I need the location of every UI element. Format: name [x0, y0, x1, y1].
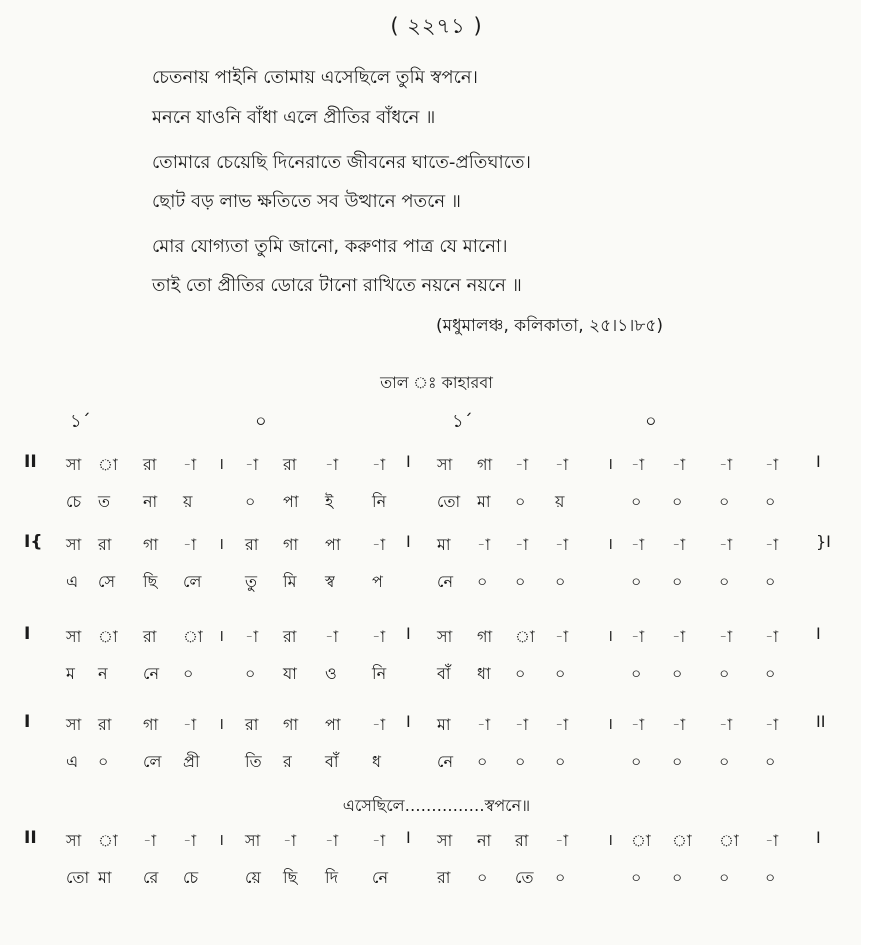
swara-note: া: [183, 627, 203, 646]
swara-note: গা: [477, 455, 493, 474]
lyric-syllable: রে: [143, 868, 159, 887]
verse-line-5: মোর যোগ্যতা তুমি জানো, করুণার পাত্র যে মানো।: [152, 236, 508, 257]
lyric-syllable: প: [372, 572, 383, 591]
lyric-syllable: তে: [515, 868, 534, 887]
swara-note: গা: [143, 535, 159, 554]
swara-row: [0, 452, 873, 482]
swara-note: সা: [66, 627, 82, 646]
lyric-syllable: য়ে: [245, 868, 261, 887]
lyric-syllable: ০: [765, 664, 776, 683]
swara-note: া: [719, 831, 739, 850]
interlude-line: এসেছিলে……………স্বপনে॥: [342, 796, 531, 815]
swara-note: -া: [372, 627, 386, 646]
swara-note: -া: [245, 455, 259, 474]
lyric-syllable: ০: [555, 664, 566, 683]
swara-note: পা: [325, 535, 341, 554]
swara-note: I: [406, 712, 411, 731]
swara-note: -া: [631, 455, 645, 474]
swara-row: [0, 532, 873, 562]
swara-note: া: [98, 831, 118, 850]
lyric-syllable: প্রী: [183, 752, 200, 771]
lyric-syllable: ০: [477, 752, 488, 771]
tala-label: তাল ঃ কাহারবা: [380, 373, 493, 392]
lyric-syllable: ০: [631, 664, 642, 683]
lyric-syllable: ০: [515, 664, 526, 683]
swara-note: I: [406, 452, 411, 471]
swara-note: া: [631, 831, 651, 850]
swara-note: -া: [765, 627, 779, 646]
swara-note: গা: [477, 627, 493, 646]
lyric-syllable: ০: [515, 492, 526, 511]
lyric-syllable: ০: [477, 572, 488, 591]
swara-note: রা: [515, 831, 529, 850]
lyric-syllable: ০: [245, 492, 256, 511]
lyric-syllable: ০: [98, 752, 109, 771]
swara-note: সা: [66, 455, 82, 474]
swara-row: [0, 624, 873, 654]
swara-note: ।: [607, 626, 614, 645]
lyric-syllable: নে: [143, 664, 160, 683]
lyric-syllable: তো: [66, 868, 90, 887]
swara-note: -া: [631, 715, 645, 734]
beat-mark-1: ১´: [70, 411, 91, 432]
lyric-syllable: ০: [631, 868, 642, 887]
swara-note: -া: [183, 831, 197, 850]
swara-note: -া: [143, 831, 157, 850]
swara-note: সা: [437, 831, 453, 850]
source-citation: (মধুমালঞ্চ, কলিকাতা, ২৫।১।৮৫): [436, 316, 664, 336]
lyric-syllable: ০: [631, 492, 642, 511]
lyric-syllable: ০: [672, 492, 683, 511]
lyric-syllable: লে: [143, 752, 162, 771]
lyric-syllable: তি: [245, 752, 262, 771]
swara-note: -া: [672, 455, 686, 474]
swara-note: রা: [283, 455, 297, 474]
lyric-syllable: ধ: [372, 752, 381, 771]
lyric-syllable: ই: [325, 492, 334, 511]
row-start-bar: I{: [24, 532, 43, 552]
swara-note: -া: [183, 535, 197, 554]
lyric-syllable: চে: [183, 868, 199, 887]
swara-note: গা: [283, 715, 299, 734]
lyric-syllable: ০: [631, 572, 642, 591]
swara-note: -া: [183, 715, 197, 734]
swara-note: -া: [719, 535, 733, 554]
lyric-syllable: তু: [245, 572, 258, 591]
swara-note: -া: [555, 715, 569, 734]
swara-note: -া: [372, 535, 386, 554]
swara-note: -া: [283, 831, 297, 850]
swara-note: -া: [372, 831, 386, 850]
swara-note: -া: [245, 627, 259, 646]
lyric-syllable: বাঁ: [325, 752, 339, 771]
swara-note: ।: [607, 714, 614, 733]
swara-note: রা: [98, 535, 112, 554]
verse-line-1: চেতনায় পাইনি তোমায় এসেছিলে তুমি স্বপনে।: [152, 67, 478, 88]
lyric-syllable: ০: [555, 868, 566, 887]
lyric-syllable: ০: [672, 752, 683, 771]
swara-note: -া: [555, 627, 569, 646]
swara-note: I: [406, 532, 411, 551]
swara-note: I: [816, 452, 821, 471]
lyric-syllable: মি: [283, 572, 297, 591]
swara-note: I: [816, 624, 821, 643]
beat-mark-4: ০: [645, 411, 657, 432]
page-number: ( ২২৭১ ): [390, 14, 483, 38]
swara-note: -া: [477, 535, 491, 554]
swara-note: না: [477, 831, 492, 850]
swara-note: রা: [245, 535, 259, 554]
row-start-bar: I: [24, 712, 31, 732]
swara-note: সা: [437, 627, 453, 646]
lyric-syllable: না: [143, 492, 158, 511]
swara-note: রা: [283, 627, 297, 646]
lyric-syllable: নে: [437, 572, 454, 591]
swara-note: II: [816, 712, 826, 731]
swara-note: -া: [555, 535, 569, 554]
lyric-syllable: স্ব: [325, 572, 335, 591]
swara-note: সা: [245, 831, 261, 850]
swara-note: ।: [218, 714, 225, 733]
swara-note: সা: [66, 715, 82, 734]
swara-note: মা: [437, 715, 451, 734]
lyric-syllable: র: [283, 752, 292, 771]
swara-note: -া: [372, 715, 386, 734]
lyric-syllable: ০: [719, 572, 730, 591]
lyric-syllable: তো: [437, 492, 461, 511]
lyric-row: [0, 661, 873, 691]
swara-note: -া: [325, 455, 339, 474]
lyric-syllable: ০: [672, 572, 683, 591]
lyric-syllable: ০: [719, 752, 730, 771]
swara-note: ।: [607, 830, 614, 849]
lyric-syllable: য়: [555, 492, 565, 511]
swara-note: ।: [218, 830, 225, 849]
swara-note: }I: [816, 532, 831, 551]
lyric-row: [0, 749, 873, 779]
verse-line-3: তোমারে চেয়েছি দিনেরাতে জীবনের ঘাতে-প্রতিঘাতে।: [152, 152, 531, 173]
swara-note: গা: [143, 715, 159, 734]
swara-note: পা: [325, 715, 341, 734]
swara-note: I: [406, 828, 411, 847]
lyric-syllable: দি: [325, 868, 338, 887]
swara-note: I: [406, 624, 411, 643]
swara-note: -া: [515, 715, 529, 734]
swara-note: া: [98, 455, 118, 474]
swara-note: -া: [325, 831, 339, 850]
lyric-syllable: সে: [98, 572, 116, 591]
swara-note: রা: [143, 627, 157, 646]
swara-note: রা: [98, 715, 112, 734]
lyric-syllable: নে: [372, 868, 389, 887]
swara-note: -া: [631, 535, 645, 554]
lyric-syllable: ০: [765, 752, 776, 771]
swara-note: গা: [283, 535, 299, 554]
swara-note: -া: [765, 455, 779, 474]
row-start-bar: II: [24, 828, 37, 848]
swara-note: সা: [66, 535, 82, 554]
lyric-syllable: ০: [765, 868, 776, 887]
swara-note: -া: [765, 831, 779, 850]
lyric-syllable: বাঁ: [437, 664, 451, 683]
beat-mark-2: ০: [255, 411, 267, 432]
row-start-bar: I: [24, 624, 31, 644]
swara-note: -া: [372, 455, 386, 474]
swara-note: -া: [719, 715, 733, 734]
swara-note: -া: [555, 831, 569, 850]
row-start-bar: II: [24, 452, 37, 472]
lyric-syllable: লে: [183, 572, 202, 591]
swara-note: -া: [183, 455, 197, 474]
lyric-syllable: ০: [672, 868, 683, 887]
lyric-syllable: পা: [283, 492, 299, 511]
verse-line-6: তাই তো প্রীতির ডোরে টানো রাখিতে নয়নে নয়নে ॥: [152, 275, 522, 296]
lyric-syllable: ০: [555, 572, 566, 591]
lyric-row: [0, 865, 873, 895]
swara-note: রা: [143, 455, 157, 474]
swara-note: -া: [765, 535, 779, 554]
lyric-syllable: নে: [437, 752, 454, 771]
swara-note: -া: [631, 627, 645, 646]
swara-note: া: [515, 627, 535, 646]
lyric-syllable: চে: [66, 492, 82, 511]
swara-note: -া: [515, 455, 529, 474]
lyric-syllable: ০: [719, 868, 730, 887]
lyric-syllable: যা: [283, 664, 297, 683]
swara-note: -া: [515, 535, 529, 554]
lyric-row: [0, 489, 873, 519]
lyric-syllable: ০: [672, 664, 683, 683]
lyric-syllable: মা: [477, 492, 491, 511]
swara-note: -া: [325, 627, 339, 646]
swara-note: া: [98, 627, 118, 646]
swara-note: I: [816, 828, 821, 847]
lyric-syllable: ন: [98, 664, 108, 683]
swara-note: ।: [218, 626, 225, 645]
swara-note: মা: [437, 535, 451, 554]
lyric-syllable: ০: [631, 752, 642, 771]
swara-note: -া: [672, 715, 686, 734]
lyric-syllable: রা: [437, 868, 451, 887]
swara-note: -া: [719, 455, 733, 474]
swara-note: -া: [477, 715, 491, 734]
lyric-syllable: নি: [372, 664, 387, 683]
lyric-syllable: ০: [765, 492, 776, 511]
swara-note: রা: [245, 715, 259, 734]
lyric-syllable: নি: [372, 492, 387, 511]
page-edge: [861, 0, 873, 945]
lyric-syllable: ০: [515, 572, 526, 591]
swara-note: া: [672, 831, 692, 850]
lyric-syllable: ০: [555, 752, 566, 771]
lyric-syllable: ত: [98, 492, 111, 511]
lyric-syllable: ০: [245, 664, 256, 683]
swara-row: [0, 828, 873, 858]
swara-note: -া: [672, 627, 686, 646]
lyric-syllable: ০: [515, 752, 526, 771]
swara-note: ।: [218, 534, 225, 553]
lyric-syllable: ০: [477, 868, 488, 887]
lyric-syllable: ছি: [143, 572, 158, 591]
lyric-syllable: ০: [183, 664, 194, 683]
swara-note: -া: [765, 715, 779, 734]
swara-note: ।: [607, 454, 614, 473]
lyric-row: [0, 569, 873, 599]
lyric-syllable: ছি: [283, 868, 298, 887]
swara-note: -া: [555, 455, 569, 474]
lyric-syllable: মা: [98, 868, 112, 887]
swara-note: ।: [607, 534, 614, 553]
lyric-syllable: এ: [66, 752, 79, 771]
swara-note: সা: [66, 831, 82, 850]
lyric-syllable: ও: [325, 664, 337, 683]
beat-mark-3: ১´: [452, 411, 473, 432]
lyric-syllable: ম: [66, 664, 75, 683]
lyric-syllable: ধা: [477, 664, 491, 683]
swara-note: -া: [719, 627, 733, 646]
swara-note: ।: [218, 454, 225, 473]
swara-row: [0, 712, 873, 742]
verse-line-2: মননে যাওনি বাঁধা এলে প্রীতির বাঁধনে ॥: [152, 107, 436, 128]
lyric-syllable: এ: [66, 572, 79, 591]
lyric-syllable: য়: [183, 492, 193, 511]
swara-note: সা: [437, 455, 453, 474]
lyric-syllable: ০: [719, 664, 730, 683]
lyric-syllable: ০: [719, 492, 730, 511]
lyric-syllable: ০: [765, 572, 776, 591]
verse-line-4: ছোট বড় লাভ ক্ষতিতে সব উত্থানে পতনে ॥: [152, 191, 461, 212]
swara-note: -া: [672, 535, 686, 554]
